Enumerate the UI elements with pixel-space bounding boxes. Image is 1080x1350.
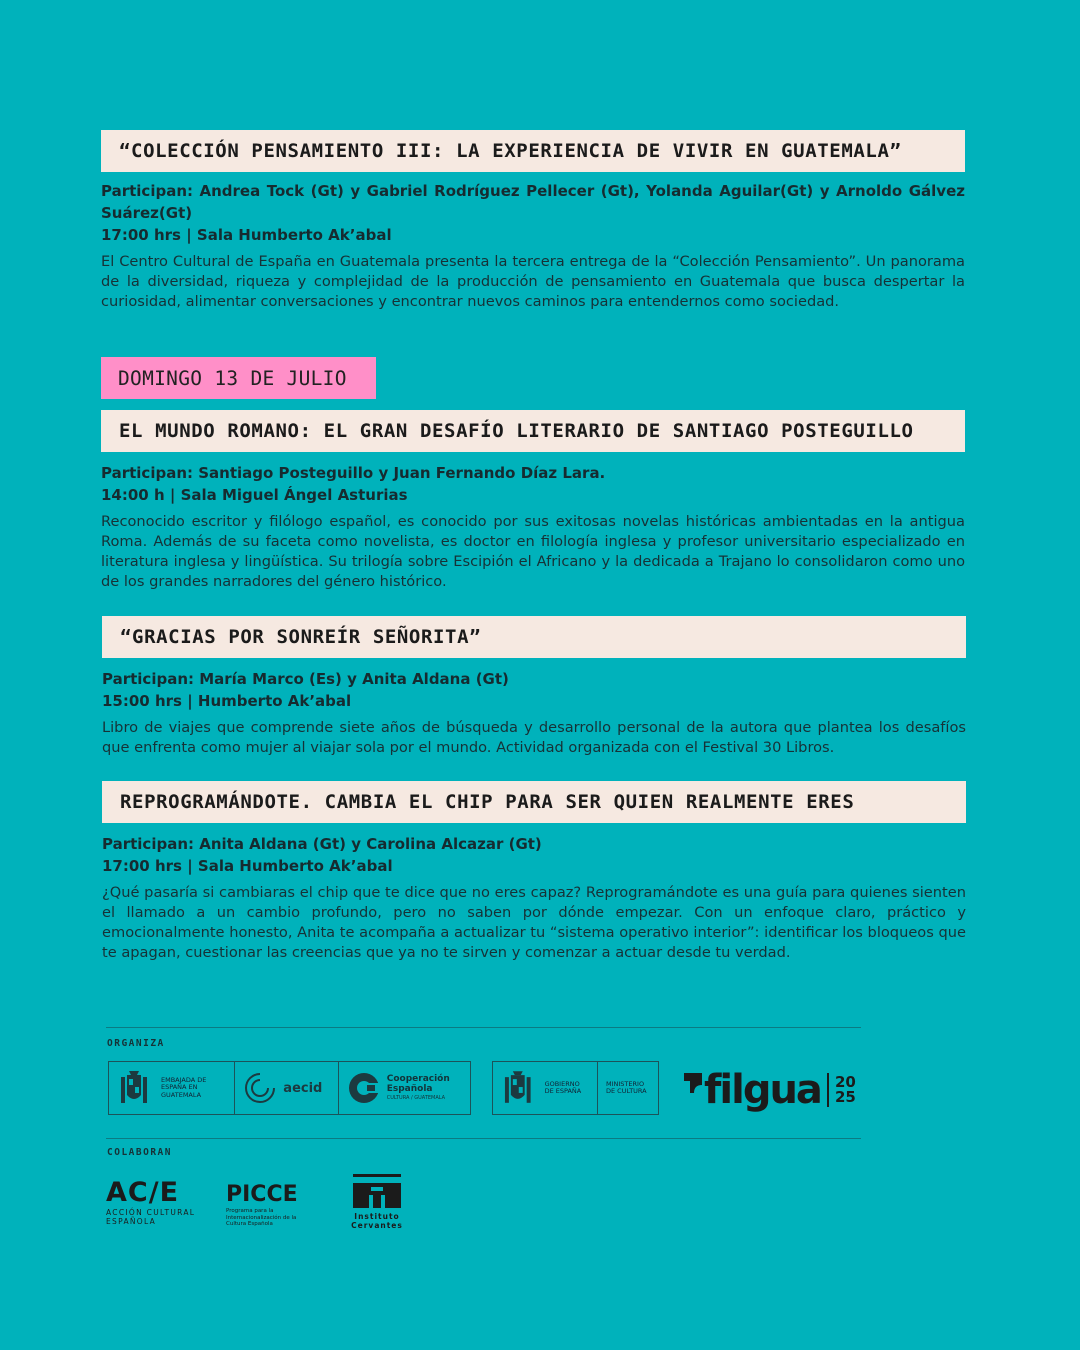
organizers-logo-group [108, 1061, 471, 1115]
cooperacion-logo [339, 1062, 470, 1114]
event-gracias-por-sonreir [102, 616, 966, 758]
ace-sub1: ACCIÓN CULTURAL [106, 1208, 196, 1217]
event-participants: Participan: María Marco (Es) y Anita Aldana (Gt) [102, 670, 509, 688]
event-title: REPROGRAMÁNDOTE. CAMBIA EL CHIP PARA SER QUIEN REALMENTE ERES [102, 781, 966, 823]
event-time-place: 17:00 hrs | Sala Humberto Ak’abal [102, 857, 393, 875]
filgua-year-bottom: 25 [834, 1088, 856, 1106]
gobierno-logo [493, 1062, 598, 1114]
aecid-logo [235, 1062, 338, 1114]
colaboran-label: COLABORAN [107, 1147, 172, 1158]
event-title: “COLECCIÓN PENSAMIENTO III: LA EXPERIENCIA DE VIVIR EN GUATEMALA” [101, 130, 965, 172]
divider [106, 1027, 861, 1028]
spain-crest-icon [501, 1069, 535, 1107]
divider [106, 1138, 861, 1139]
event-participants: Participan: Andrea Tock (Gt) y Gabriel Rodríguez Pellecer (Gt), Yolanda Aguilar(Gt) y Arnoldo Gálvez Suárez(Gt) [101, 182, 965, 222]
filgua-logo [684, 1064, 856, 1116]
embajada-logo [109, 1062, 235, 1114]
cooperacion-c-icon [347, 1071, 381, 1105]
event-description: Libro de viajes que comprende siete años de búsqueda y desarrollo personal de la autora que plantea los desafíos que enfrenta como mujer al viajar sola por el mundo. Actividad organizada con el Festival 30 Libros. [102, 719, 966, 756]
ministerio-logo [598, 1062, 658, 1114]
aecid-text: aecid [283, 1080, 323, 1096]
event-coleccion-pensamiento [101, 130, 965, 312]
embajada-text: EMBAJADA DE ESPAÑA EN GUATEMALA [161, 1075, 207, 1099]
event-title: EL MUNDO ROMANO: EL GRAN DESAFÍO LITERARIO DE SANTIAGO POSTEGUILLO [101, 410, 965, 452]
cervantes-line2: Cervantes [351, 1221, 403, 1230]
event-description: Reconocido escritor y filólogo español, es conocido por sus exitosas novelas históricas ambientadas en la antigua Roma. Además de su faceta como novelista, es doctor en filología inglesa y profesor universitario especializado en literatura inglesa y lingüística. Su trilogía sobre Escipión el Africano y la dedicada a Trajano lo consolidaron como uno de los grandes narradores del género histórico. [101, 513, 965, 590]
event-description: El Centro Cultural de España en Guatemala presenta la tercera entrega de la “Colección Pensamiento”. Un panorama de la diversidad, riqueza y complejidad de la producción de pensamiento en Guatemala que busca despertar la curiosidad, alimentar conversaciones y encontrar nuevos caminos para entendernos como sociedad. [101, 253, 965, 310]
cooperacion-sub: CULTURA / GUATEMALA [386, 1095, 446, 1101]
cervantes-line1: Instituto [354, 1212, 400, 1221]
event-time-place: 17:00 hrs | Sala Humberto Ak’abal [101, 226, 392, 244]
organiza-label: ORGANIZA [107, 1038, 165, 1049]
cervantes-icon [351, 1174, 403, 1208]
ace-text: AC/E [106, 1177, 180, 1208]
spain-crest-icon [117, 1069, 151, 1107]
event-mundo-romano [101, 410, 965, 592]
ace-logo [106, 1178, 195, 1226]
ace-sub2: ESPAÑOLA [106, 1217, 157, 1226]
gobierno-logo-group [492, 1061, 659, 1115]
event-participants: Participan: Anita Aldana (Gt) y Carolina Alcazar (Gt) [102, 835, 542, 853]
event-time-place: 14:00 h | Sala Miguel Ángel Asturias [101, 486, 408, 504]
ministerio-text: MINISTERIO DE CULTURA [606, 1079, 647, 1095]
picce-logo [226, 1182, 316, 1228]
event-time-place: 15:00 hrs | Humberto Ak’abal [102, 692, 352, 710]
filgua-year-top: 20 [834, 1073, 856, 1091]
cooperacion-line2: Española [386, 1084, 433, 1094]
event-description: ¿Qué pasaría si cambiaras el chip que te dice que no eres capaz? Reprogramándote es una guía para quienes sienten el llamado a un cambio profundo, pero no saben por dónde empezar. Con un enfoque claro, práctico y emocionalmente honesto, Anita te acompaña a actualizar tu “sistema operativo interior”: identificar los bloqueos que te apagan, cuestionar las creencias que ya no te sirven y comenzar a actuar desde tu verdad. [102, 884, 966, 961]
event-participants: Participan: Santiago Posteguillo y Juan Fernando Díaz Lara. [101, 464, 606, 482]
filgua-mark-icon [684, 1073, 702, 1093]
filgua-text: filgua [704, 1067, 821, 1113]
event-reprogramandote [102, 781, 966, 963]
aecid-ring-icon [243, 1071, 277, 1105]
event-title: “GRACIAS POR SONREÍR SEÑORITA” [102, 616, 966, 658]
gobierno-text: GOBIERNO DE ESPAÑA [544, 1079, 582, 1095]
filgua-divider [827, 1073, 829, 1107]
cervantes-logo [348, 1174, 406, 1230]
picce-text: PICCE [226, 1182, 298, 1207]
cooperacion-line1: Cooperación [386, 1074, 450, 1084]
date-badge: DOMINGO 13 DE JULIO [101, 357, 376, 399]
picce-sub: Programa para la Internacionalización de la Cultura Española [226, 1208, 297, 1227]
